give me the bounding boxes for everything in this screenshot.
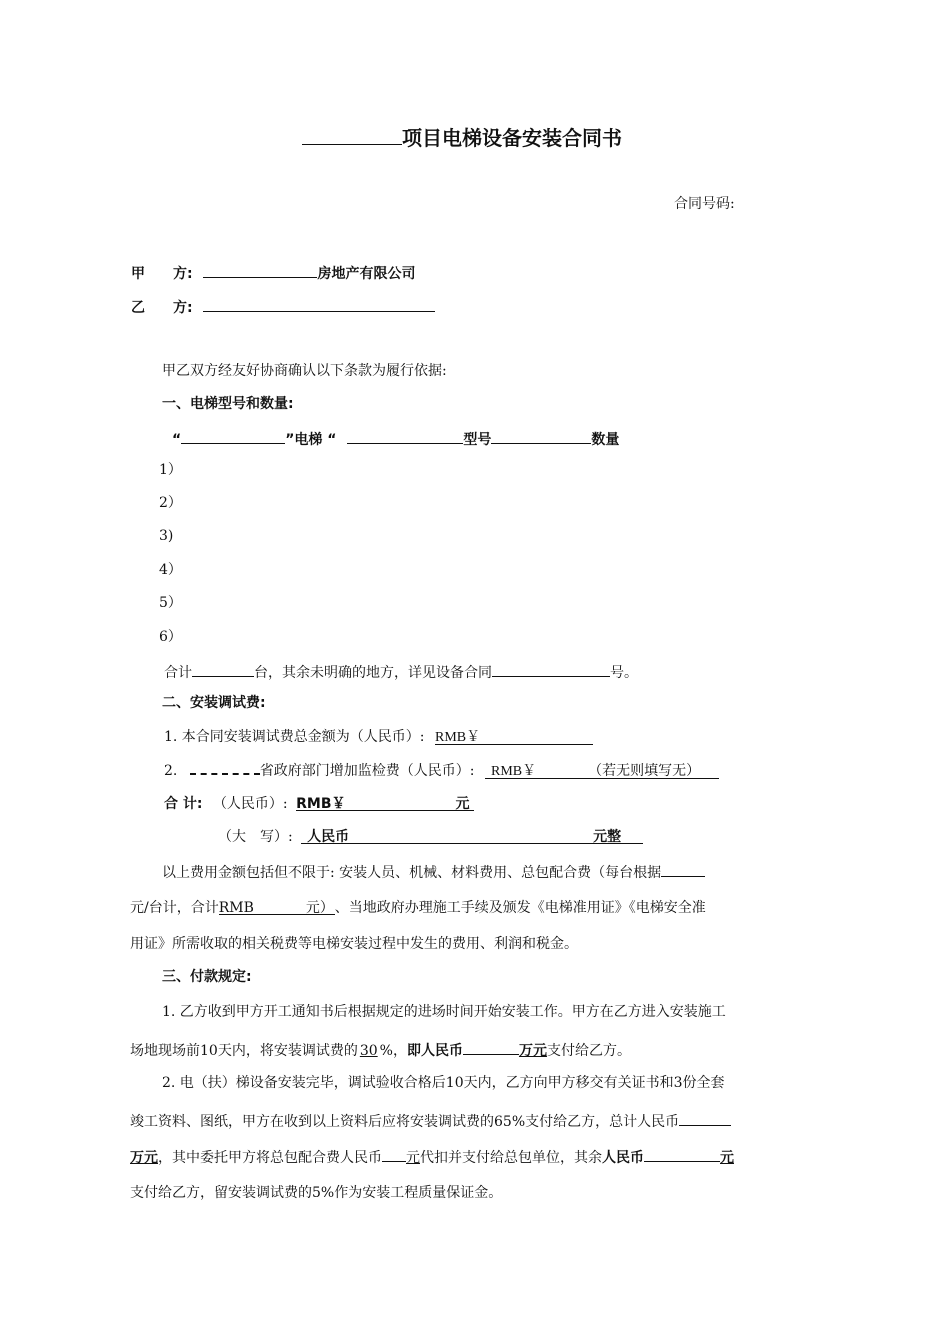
intro-text: 甲乙双方经友好协商确认以下条款为履行依据: [162, 363, 447, 379]
total-units-blank [192, 660, 254, 677]
payment-1-line-2 [130, 1038, 631, 1061]
p2-gc-fee-blank [382, 1145, 406, 1162]
total-suffix: 号。 [610, 665, 638, 681]
party-b-label: 乙 方: [131, 300, 193, 316]
p2-rmb-label: 人民币 [602, 1150, 644, 1166]
fee-para-line-1 [162, 860, 705, 883]
title-text: 项目电梯设备安装合同书 [402, 126, 622, 150]
fee2-currency: RMB￥ [490, 764, 537, 779]
caps-label: （大 写）: [218, 829, 293, 845]
item-2: 2） [159, 495, 182, 511]
p1-rmb-label: 即人民币 [406, 1043, 463, 1059]
elevator-label: ”电梯 “ [285, 432, 337, 448]
project-name-blank [302, 124, 402, 145]
fee-para-line-2 [130, 898, 706, 918]
fee2-note: （若无则填写无） [588, 764, 701, 779]
fee2-label: 省政府部门增加监检费（人民币）: [259, 763, 475, 779]
payment-2-line-1: 2. 电（扶）梯设备安装完毕，调试验收合格后10天内，乙方向甲方移交有关证书和3份全套 [162, 1075, 725, 1091]
p2-text-3b: ，其中委托甲方将总包配合费人民币 [158, 1150, 382, 1166]
item-4: 4） [159, 562, 182, 578]
fee1-value [435, 728, 593, 745]
p1-percent: 30 [359, 1043, 378, 1059]
total-middle: 台，其余未明确的地方，详见设备合同 [254, 665, 492, 681]
contract-ref-blank [492, 660, 610, 677]
province-dashed-blank [190, 761, 260, 775]
item-6: 6） [159, 629, 182, 645]
p2-remaining-blank [644, 1145, 720, 1162]
party-b-blank [203, 295, 435, 312]
contract-number-label: 合同号码: [674, 196, 735, 212]
p1-text-a: 场地现场前10天内，将安装调试费的 [130, 1043, 358, 1059]
caps-line [218, 827, 643, 847]
p2-total-blank [679, 1109, 731, 1126]
fee-para-text-2a: 元/台计，合计 [130, 900, 219, 916]
fee-para-text-2b: 、当地政府办理施工手续及颁发《电梯准用证》《电梯安全准 [334, 900, 706, 916]
p1-text-e: 支付给乙方。 [546, 1043, 631, 1059]
sum-rmb-label: （人民币）: [212, 796, 288, 812]
item-1: 1） [159, 462, 182, 478]
sum-unit: 元 [455, 796, 470, 812]
p2-text-2: 竣工资料、图纸，甲方在收到以上资料后应将安装调试费的65%支付给乙方，总计人民币 [130, 1114, 680, 1130]
fee-para-line-3: 用证》所需收取的相关税费等电梯安装过程中发生的费用、利润和税金。 [130, 936, 578, 952]
quantity-blank [491, 427, 591, 444]
p1-text-b: %， [379, 1043, 407, 1059]
party-a-blank [203, 261, 317, 278]
model-label: 型号 [463, 432, 492, 448]
total-rmb-label: RMB [218, 900, 254, 916]
party-b-line [131, 295, 435, 318]
caps-unit: 元整 [593, 829, 622, 845]
p1-amount-blank [463, 1038, 519, 1055]
quantity-label: 数量 [591, 432, 620, 448]
sum-label: 合 计: [164, 796, 203, 812]
caps-value [301, 827, 643, 844]
model-blank [347, 427, 463, 444]
p2-text-3d: 代扣并支付给总包单位，其余 [420, 1150, 602, 1166]
total-rmb-blank [219, 898, 335, 915]
elevator-header-row [172, 427, 619, 450]
fee1-currency: RMB￥ [434, 730, 481, 745]
fee2-prefix: 2. [164, 763, 178, 779]
sum-line [164, 794, 474, 814]
payment-2-line-3 [130, 1145, 734, 1168]
section1-heading: 一、电梯型号和数量: [162, 396, 294, 412]
payment-2-line-2 [130, 1109, 731, 1132]
fee2-value [485, 762, 719, 779]
party-a-line [131, 261, 415, 284]
p2-wan-unit: 万元 [130, 1150, 158, 1166]
fee1-label: 1. 本合同安装调试费总金额为（人民币）: [164, 729, 425, 745]
party-a-label: 甲 方: [131, 266, 193, 282]
p2-yuan-unit-2: 元 [720, 1150, 734, 1166]
sum-currency: RMB￥ [296, 796, 346, 812]
item-3: 3) [159, 528, 174, 544]
total-rmb-unit: 元） [305, 900, 334, 916]
p1-unit: 万元 [518, 1043, 547, 1059]
sum-value [296, 794, 474, 811]
section2-heading: 二、安装调试费: [162, 695, 266, 711]
caps-currency: 人民币 [307, 829, 350, 845]
total-prefix: 合计 [164, 665, 192, 681]
party-a-suffix: 房地产有限公司 [317, 266, 416, 282]
per-unit-blank [661, 860, 705, 877]
document-title [302, 124, 622, 151]
p2-yuan-unit-1: 元 [406, 1150, 420, 1166]
fee-line-2 [164, 761, 719, 781]
open-quote: “ [172, 432, 182, 448]
section1-total-line [164, 660, 638, 683]
fee-line-1 [164, 727, 593, 747]
section3-heading: 三、付款规定: [162, 969, 252, 985]
payment-2-line-4: 支付给乙方，留安装调试费的5%作为安装工程质量保证金。 [130, 1185, 503, 1201]
fee-para-text-1: 以上费用金额包括但不限于: 安装人员、机械、材料费用、总包配合费（每台根据 [162, 865, 662, 881]
payment-1-line-1: 1. 乙方收到甲方开工通知书后根据规定的进场时间开始安装工作。甲方在乙方进入安装施工 [162, 1004, 726, 1020]
brand-blank [181, 427, 285, 444]
item-5: 5） [159, 595, 182, 611]
